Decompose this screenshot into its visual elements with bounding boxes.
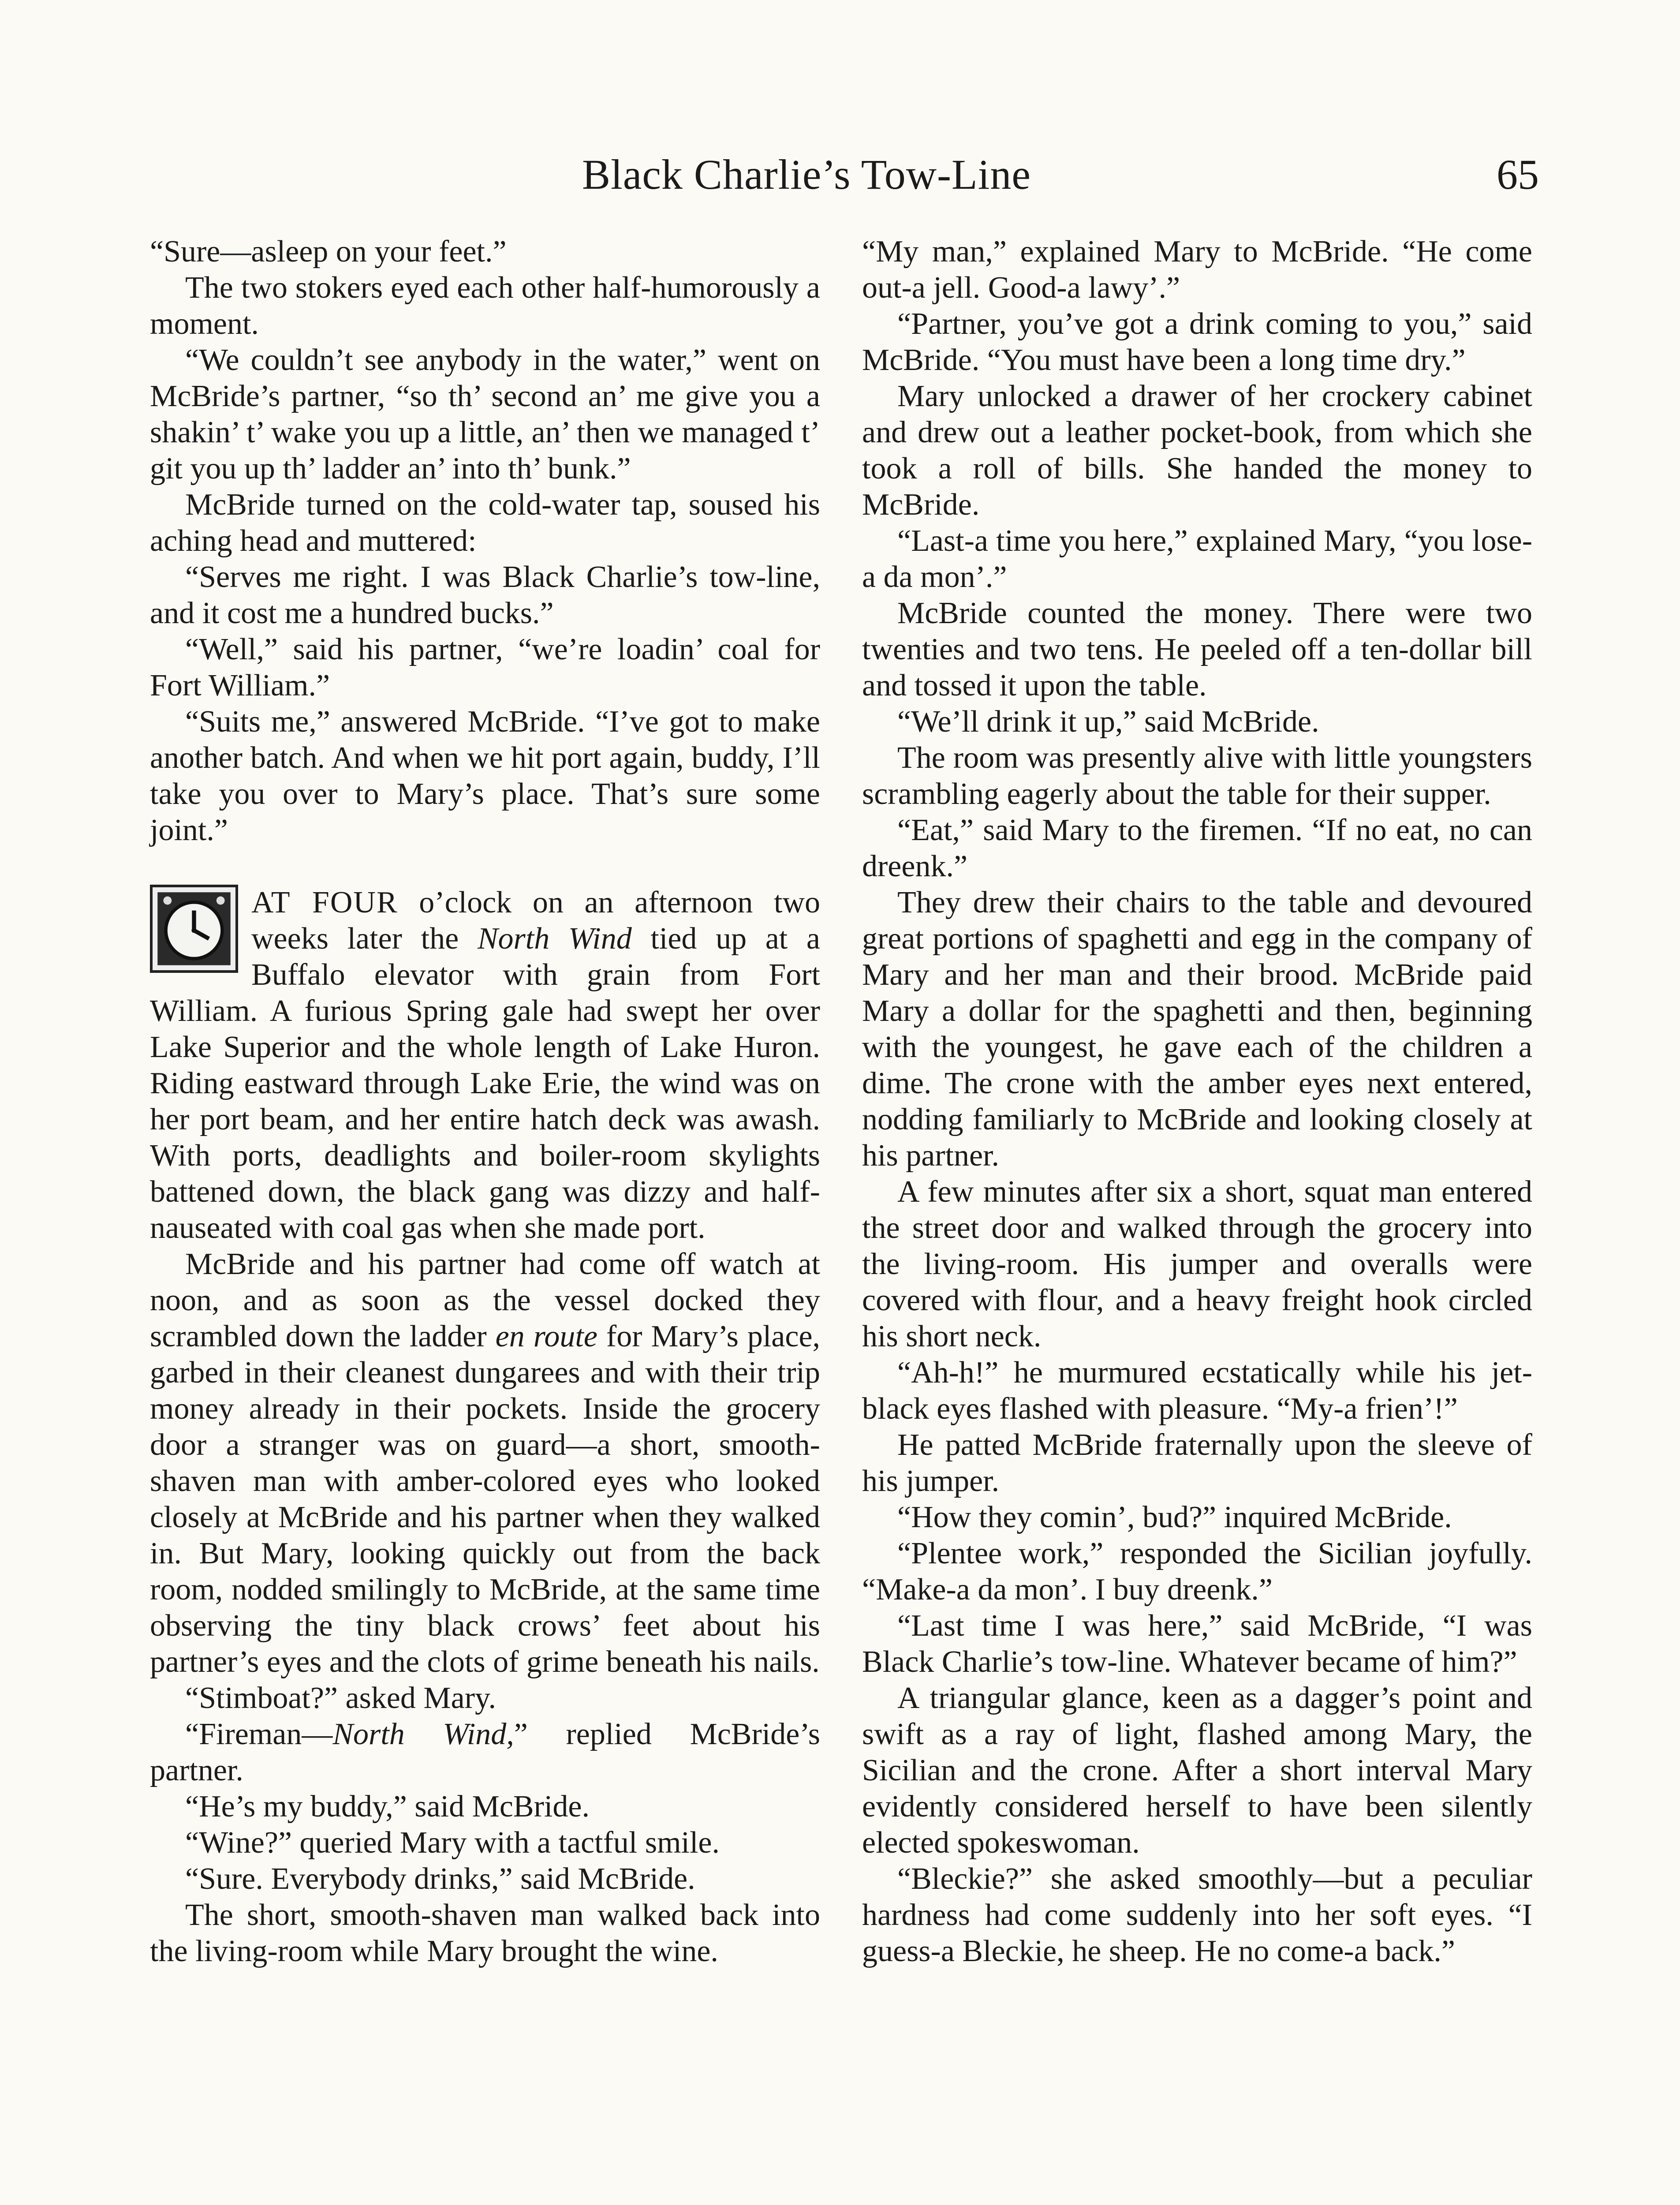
paragraph: He patted McBride fraternally upon the sleeve of his jumper. bbox=[862, 1428, 1532, 1498]
paragraph: The room was presently alive with little youngsters scrambling eagerly about the table for their supper. bbox=[862, 741, 1532, 811]
running-title: Black Charlie’s Tow-Line bbox=[582, 151, 1031, 198]
paragraph: “Wine?” queried Mary with a tactful smile. bbox=[185, 1826, 720, 1860]
paragraph: A triangular glance, keen as a dagger’s point and swift as a ray of light, flashed among Mary, the Sicilian and the crone. After a short interval Mary evidently considered herself to have been silently elected spokeswoman. bbox=[862, 1681, 1532, 1860]
italic-text: en route bbox=[495, 1319, 597, 1353]
paragraph: “Well,” said his partner, “we’re loadin’ coal for Fort William.” bbox=[150, 632, 820, 703]
opening-text-rest: tied up at a Buffalo elevator with grain from Fort William. A furious Spring gale had swept her over Lake Superior and the whole length of Lake Huron. Riding eastward through Lake Erie, the wind was on her port beam, and her entire hatch deck was awash. With ports, deadlights and boiler-room skylights battened down, the black gang was dizzy and half-nauseated with coal gas when she made port. bbox=[150, 922, 820, 1245]
paragraph: “How they comin’, bud?” inquired McBride. bbox=[897, 1500, 1452, 1534]
paragraph: “Plentee work,” responded the Sicilian joyfully. “Make-a da mon’. I buy dreenk.” bbox=[862, 1536, 1532, 1607]
opening-text: o’clock on an afternoon two weeks later the bbox=[251, 886, 820, 956]
right-column bbox=[862, 234, 1532, 1970]
paragraph: “My man,” explained Mary to McBride. “He come out-a jell. Good-a lawy’.” bbox=[862, 235, 1532, 305]
clock-icon bbox=[150, 885, 238, 973]
section-opening-paragraph bbox=[150, 885, 820, 1246]
paragraph: “Last time I was here,” said McBride, “I was Black Charlie’s tow-line. Whatever became of him?” bbox=[862, 1609, 1532, 1679]
paragraph: Mary unlocked a drawer of her crockery cabinet and drew out a leather pocket-book, from which she took a roll of bills. She handed the money to McBride. bbox=[862, 379, 1532, 522]
ship-name: North Wind bbox=[477, 922, 632, 956]
paragraph: A few minutes after six a short, squat man entered the street door and walked through the grocery into the living-room. His jumper and overalls were covered with flour, and a heavy freight hook circled his short neck. bbox=[862, 1175, 1532, 1353]
paragraph: “Serves me right. I was Black Charlie’s tow-line, and it cost me a hundred bucks.” bbox=[150, 560, 820, 630]
left-column bbox=[150, 234, 820, 1970]
paragraph: “Eat,” said Mary to the firemen. “If no eat, no can dreenk.” bbox=[862, 813, 1532, 883]
page-number: 65 bbox=[1497, 151, 1539, 198]
paragraph: “We’ll drink it up,” said McBride. bbox=[897, 705, 1319, 739]
paragraph: “Sure—asleep on your feet.” bbox=[150, 235, 507, 269]
paragraph: The two stokers eyed each other half-humorously a moment. bbox=[150, 271, 820, 341]
page-header bbox=[141, 150, 1539, 220]
dropcap-words: AT FOUR bbox=[251, 886, 398, 919]
paragraph: McBride turned on the cold-water tap, soused his aching head and muttered: bbox=[150, 488, 820, 558]
paragraph: “Partner, you’ve got a drink coming to you,” said McBride. “You must have been a long time dry.” bbox=[862, 307, 1532, 377]
paragraph: “Ah-h!” he murmured ecstatically while his jet-black eyes flashed with pleasure. “My-a frien’!” bbox=[862, 1356, 1532, 1426]
paragraph: “Stimboat?” asked Mary. bbox=[185, 1681, 496, 1715]
paragraph: “Last-a time you here,” explained Mary, “you lose-a da mon’.” bbox=[862, 524, 1532, 594]
paragraph: The short, smooth-shaven man walked back into the living-room while Mary brought the wine. bbox=[150, 1898, 820, 1968]
paragraph: “Sure. Everybody drinks,” said McBride. bbox=[185, 1862, 695, 1896]
paragraph-text: ” replied McBride’s partner. bbox=[150, 1717, 820, 1787]
paragraph: “He’s my buddy,” said McBride. bbox=[185, 1790, 590, 1824]
paragraph bbox=[150, 1246, 820, 1680]
paragraph bbox=[150, 1716, 820, 1789]
paragraph-text: McBride and his partner had come off watch at noon, and as soon as the vessel docked they scrambled down the ladder bbox=[150, 1247, 820, 1353]
italic-text: North Wind, bbox=[332, 1717, 514, 1751]
paragraph-text: for Mary’s place, garbed in their cleanest dungarees and with their trip money already in their pockets. Inside the grocery door a stranger was on guard—a short, smooth-shaven man with amber-colored eyes who looked closely at McBride and his partner when they walked in. But Mary, looking quickly out from the back room, nodded smilingly to McBride, at the same time observing the tiny black crows’ feet about his partner’s eyes and the clots of grime beneath his nails. bbox=[150, 1319, 821, 1679]
paragraph-text: “Fireman— bbox=[185, 1717, 333, 1751]
paragraph: “We couldn’t see anybody in the water,” went on McBride’s partner, “so th’ second an’ me give you a shakin’ t’ wake you up a little, an’ then we managed t’ git you up th’ ladder an’ into th’ bunk.” bbox=[150, 343, 820, 486]
paragraph: McBride counted the money. There were two twenties and two tens. He peeled off a ten-dollar bill and tossed it upon the table. bbox=[862, 596, 1532, 703]
paragraph: “Suits me,” answered McBride. “I’ve got to make another batch. And when we hit port again, buddy, I’ll take you over to Mary’s place. That’s sure some joint.” bbox=[150, 705, 820, 847]
paragraph: “Bleckie?” she asked smoothly—but a peculiar hardness had come suddenly into her soft eyes. “I guess-a Bleckie, he sheep. He no come-a back.” bbox=[862, 1862, 1532, 1968]
paragraph: They drew their chairs to the table and devoured great portions of spaghetti and egg in the company of Mary and her man and their brood. McBride paid Mary a dollar for the spaghetti and then, beginning with the youngest, he gave each of the children a dime. The crone with the amber eyes next entered, nodding familiarly to McBride and looking closely at his partner. bbox=[862, 886, 1532, 1173]
